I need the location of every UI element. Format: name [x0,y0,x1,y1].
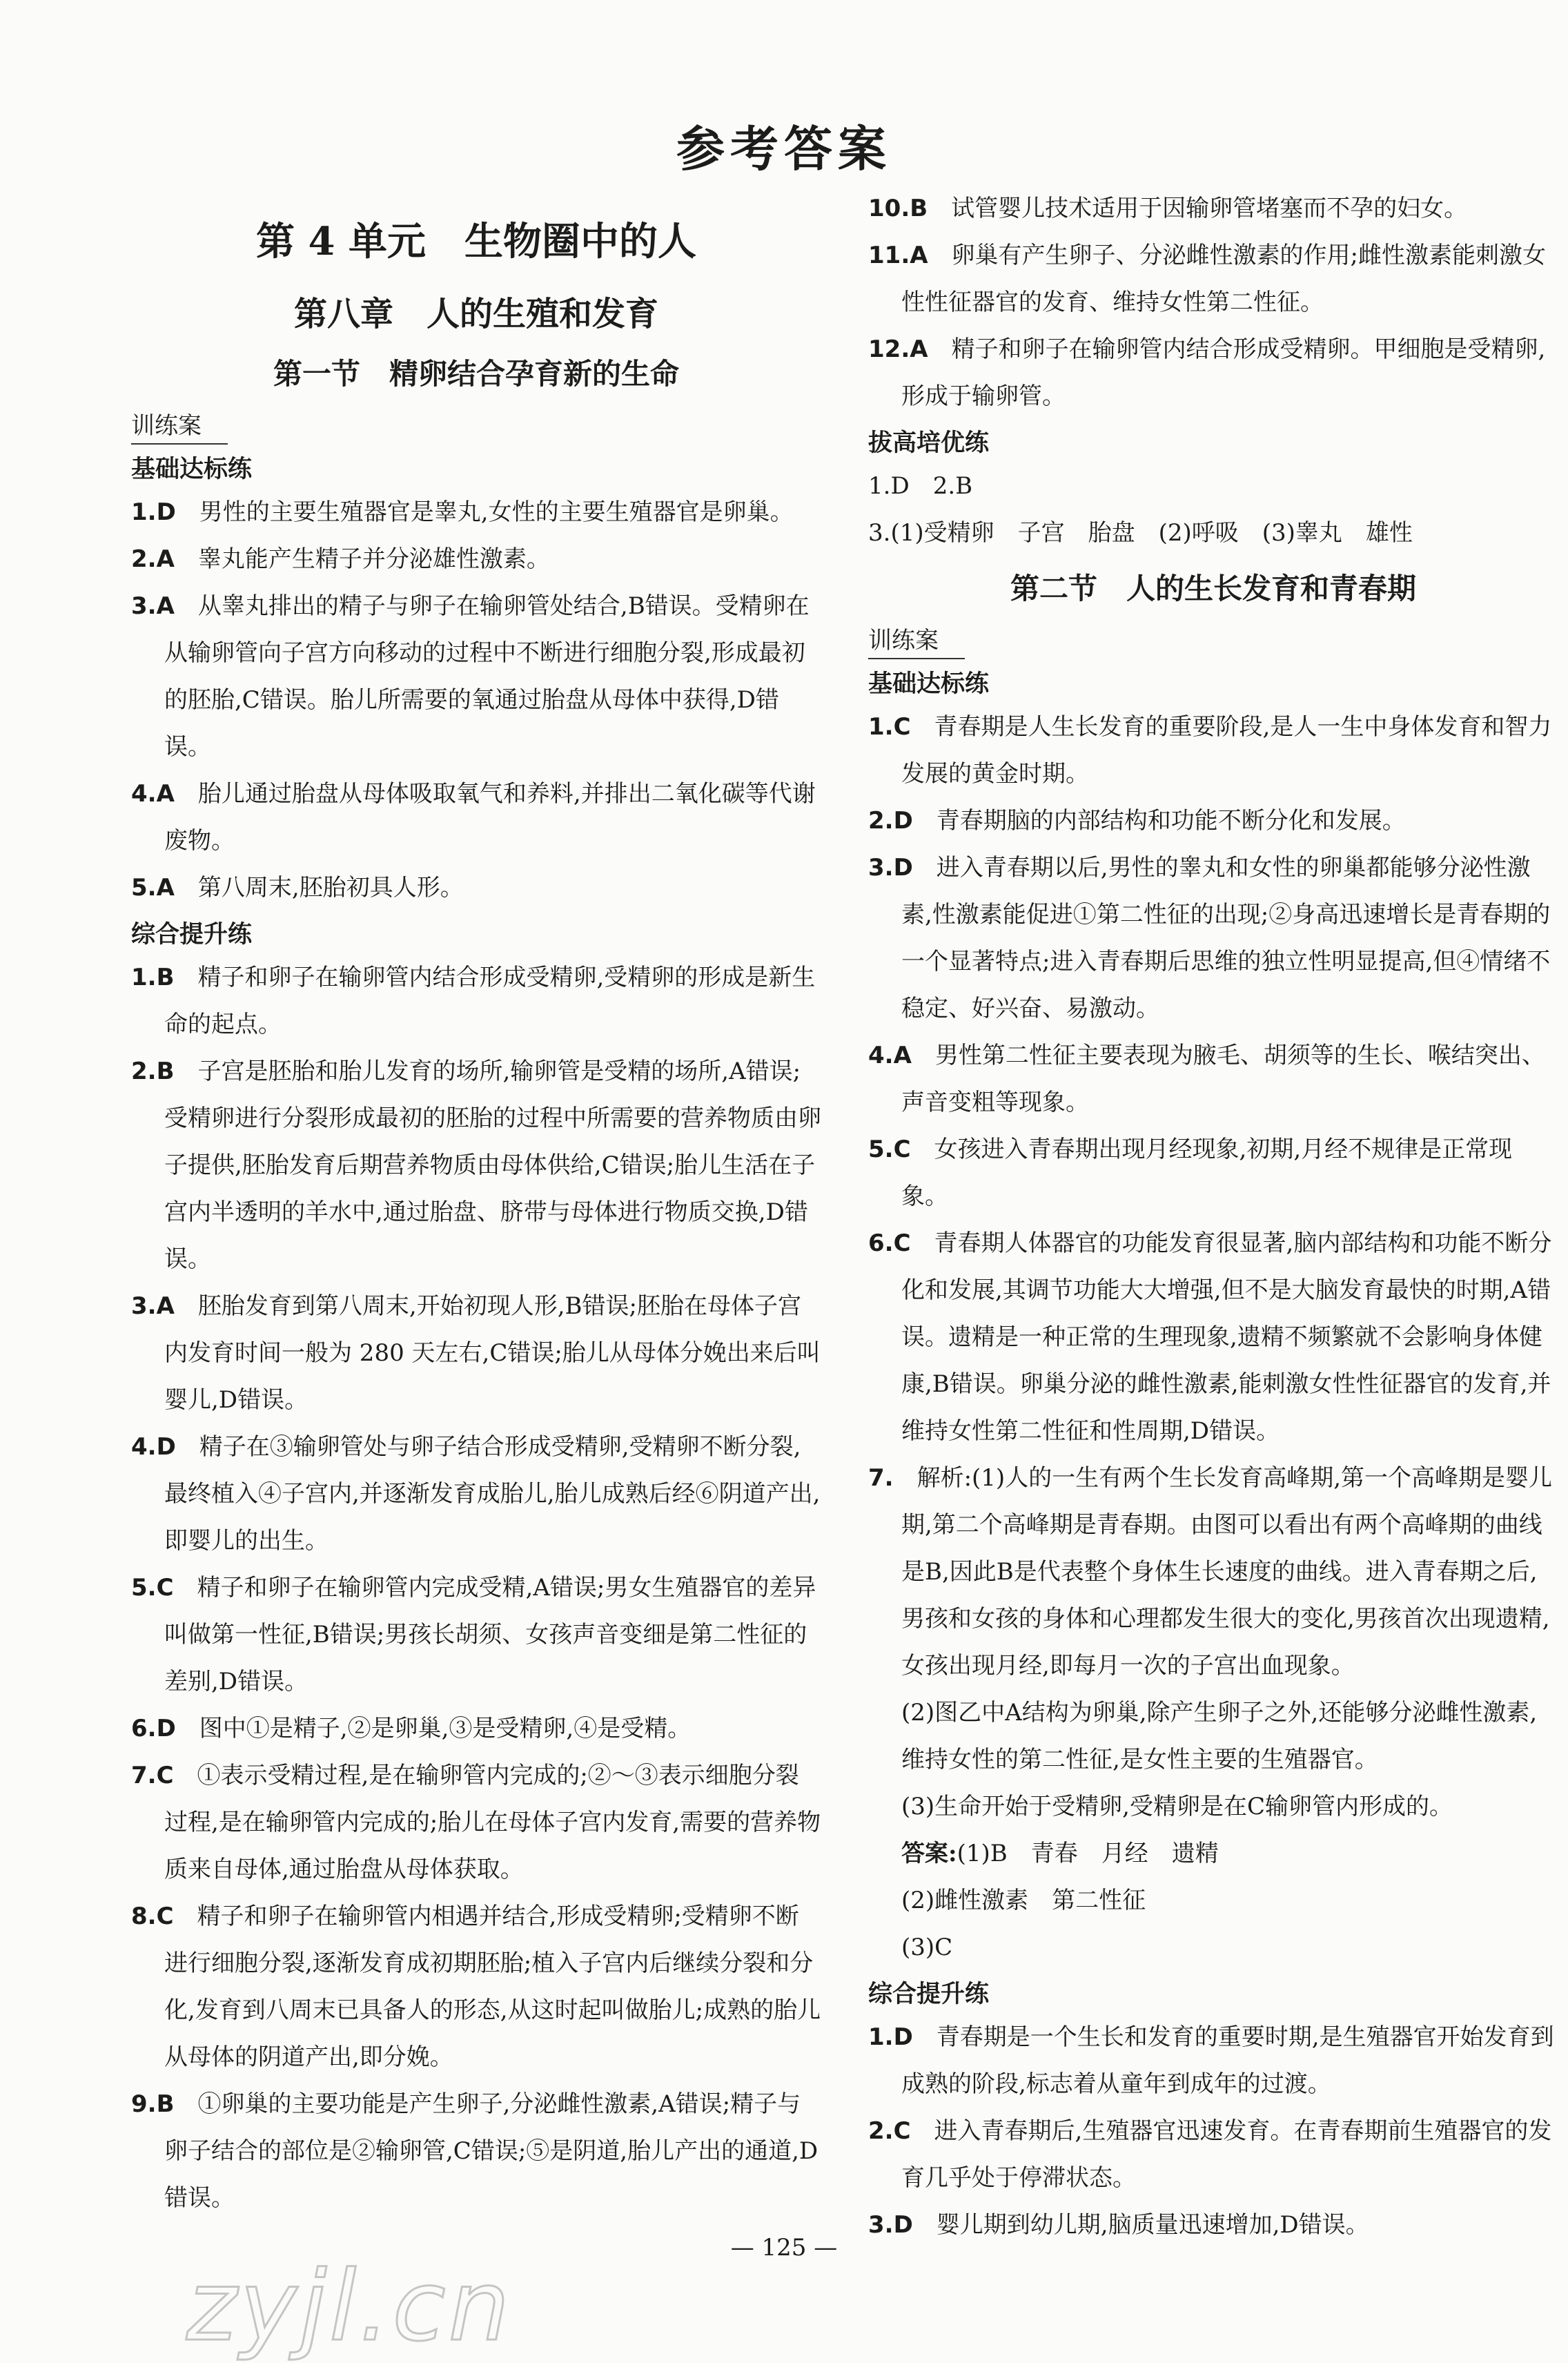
answer-text: 精子在③输卵管处与卵子结合形成受精卵,受精卵不断分裂,最终植入④子宫内,并逐渐发育成胎儿,胎儿成熟后经⑥阴道产出,即婴儿的出生。 [164,1433,821,1555]
answer-item [131,770,821,864]
advance-line-2: 3.(1)受精卵 子宫 胎盘 (2)呼吸 (3)睾丸 雄性 [868,519,1413,547]
answer-text: 青春期脑的内部结构和功能不断分化和发展。 [936,807,1406,835]
answer-number: 1.C [868,713,911,741]
answer-text: 男性第二性征主要表现为腋毛、胡须等的生长、喉结突出、声音变粗等现象。 [901,1042,1545,1116]
answer-number: 3.D [868,854,913,882]
answer-item [131,1705,821,1752]
answer-number: 2.C [868,2117,911,2145]
answer-item [131,489,821,536]
answer-number: 4.A [868,1042,912,1069]
unit-title: 第 4 单元 生物圈中的人 [256,219,696,264]
answer-number: 1.D [868,2023,913,2051]
answer-text: 青春期人体器官的功能发育很显著,脑内部结构和功能不断分化和发展,其调节功能大大增强,但不是大脑发育最快的时期,A错误。遗精是一种正常的生理现象,遗精不频繁就不会影响身体健康,B错误。卵巢分泌的雌性激素,能刺激女性性征器官的发育,并维持女性第二性征和性周期,D错误。 [901,1229,1552,1445]
answer-number: 7.C [131,1762,174,1789]
left-column [131,200,821,2221]
basic-label-2: 基础达标练 [868,670,990,698]
q7-answer-3: (3)C [901,1934,953,1961]
page-title: 参考答案 [676,120,892,177]
answer-item [131,583,821,770]
answer-text: 精子和卵子在输卵管内结合形成受精卵,受精卵的形成是新生命的起点。 [164,964,816,1038]
train-label-2: 训练案 [868,621,965,659]
section-2-title: 第二节 人的生长发育和青春期 [1010,572,1416,605]
answer-text: 睾丸能产生精子并分泌雄性激素。 [197,545,550,573]
answer-item [868,1220,1558,1455]
answer-item [868,844,1558,1032]
answer-text: ①卵巢的主要功能是产生卵子,分泌雌性激素,A错误;精子与卵子结合的部位是②输卵管,C错误;⑤是阴道,胎儿产出的通道,D错误。 [164,2090,819,2212]
answer-text: 进入青春期以后,男性的睾丸和女性的卵巢都能够分泌性激素,性激素能促进①第二性征的出现;②身高迅速增长是青春期的一个显著特点;进入青春期后思维的独立性明显提高,但④情绪不稳定、好兴奋、易激动。 [901,854,1551,1022]
answer-item [868,797,1558,844]
top-list [868,185,1558,420]
answer-number: 9.B [131,2090,175,2118]
answer-item [868,185,1558,232]
answer-number: 3.A [131,592,175,620]
basic-label: 基础达标练 [131,456,253,483]
answer-label: 答案: [901,1840,957,1867]
answer-number: 5.A [131,874,175,902]
answer-number: 5.C [131,1574,174,1602]
chapter-title: 第八章 人的生殖和发育 [293,295,658,333]
right-column [868,185,1558,2248]
answer-item [131,1752,821,1893]
answer-item [131,1564,821,1705]
answer-text: 子宫是胚胎和胎儿发育的场所,输卵管是受精的场所,A错误;受精卵进行分裂形成最初的胚胎的过程中所需要的营养物质由卵子提供,胚胎发育后期营养物质由母体供给,C错误;胎儿生活在子宫内半透明的羊水中,通过胎盘、脐带与母体进行物质交换,D错误。 [164,1058,821,1273]
answer-text: 卵巢有产生卵子、分泌雌性激素的作用;雌性激素能刺激女性性征器官的发育、维持女性第二性征。 [901,242,1547,316]
answer-number: 1.D [131,498,176,526]
answer-item [131,1893,821,2081]
answer-text: 男性的主要生殖器官是睾丸,女性的主要生殖器官是卵巢。 [199,498,794,526]
answer-text: 第八周末,胚胎初具人形。 [197,874,464,902]
answer-item [868,232,1558,326]
answer-text: 青春期是一个生长和发育的重要时期,是生殖器官开始发育到成熟的阶段,标志着从童年到成年的过渡。 [901,2023,1554,2098]
answer-text: 图中①是精子,②是卵巢,③是受精卵,④是受精。 [199,1715,692,1742]
comp-list [131,954,821,2221]
section-title: 第一节 精卵结合孕育新的生命 [273,357,679,391]
answer-number: 4.A [131,780,175,808]
answer-number: 6.C [868,1229,911,1257]
advance-label: 拔高培优练 [868,429,990,457]
answer-text: 精子和卵子在输卵管内相遇并结合,形成受精卵;受精卵不断进行细胞分裂,逐渐发育成初期胚胎;植入子宫内后继续分裂和分化,发育到八周末已具备人的形态,从这时起叫做胎儿;成熟的胎儿从母体的阴道产出,即分娩。 [164,1903,821,2071]
answer-text: 胚胎发育到第八周末,开始初现人形,B错误;胚胎在母体子宫内发育时间一般为 280 天左右,C错误;胎儿从母体分娩出来后叫婴儿,D错误。 [164,1292,821,1414]
answer-item [868,2108,1558,2201]
answer-item [131,1283,821,1423]
answer-number: 7. [868,1464,894,1492]
watermark: zyjl.cn [186,2250,513,2363]
answer-number: 10.B [868,195,928,222]
answer-text: 青春期是人生长发育的重要阶段,是人一生中身体发育和智力发展的黄金时期。 [901,713,1552,788]
answer-item [868,2014,1558,2108]
answer-number: 4.D [131,1433,176,1461]
answer-item [868,326,1558,420]
answer-text: 胎儿通过胎盘从母体吸取氧气和养料,并排出二氧化碳等代谢废物。 [164,780,816,855]
answer-item [131,1048,821,1283]
answer-text: 从睾丸排出的精子与卵子在输卵管处结合,B错误。受精卵在从输卵管向子宫方向移动的过程中不断进行细胞分裂,形成最初的胚胎,C错误。胎儿所需要的氧通过胎盘从母体中获得,D错误。 [164,592,810,761]
basic-list-2 [868,703,1558,1689]
answer-text: ①表示受精过程,是在输卵管内完成的;②～③表示细胞分裂过程,是在输卵管内完成的;胎儿在母体子宫内发育,需要的营养物质来自母体,通过胎盘从母体获取。 [164,1762,821,1883]
answer-text: 精子和卵子在输卵管内结合形成受精卵。甲细胞是受精卵,形成于输卵管。 [901,336,1546,410]
answer-text: 精子和卵子在输卵管内完成受精,A错误;男女生殖器官的差异叫做第一性征,B错误;男孩长胡须、女孩声音变细是第二性征的差别,D错误。 [164,1574,816,1695]
answer-number: 3.A [131,1292,175,1320]
answer-number: 2.D [868,807,913,835]
answer-number: 5.C [868,1136,911,1163]
answer-item [131,536,821,583]
comp-list-2 [868,2014,1558,2248]
comp-label: 综合提升练 [131,921,253,949]
q7-part-2: (2)图乙中A结构为卵巢,除产生卵子之外,还能够分泌雌性激素,维持女性的第二性征,是女性主要的生殖器官。 [901,1699,1538,1773]
answer-number: 2.A [131,545,175,573]
answer-number: 11.A [868,242,928,269]
comp-label-2: 综合提升练 [868,1981,990,2008]
answer-1: (1)B 青春 月经 遗精 [957,1840,1219,1867]
answer-item [868,1032,1558,1126]
answer-item [868,703,1558,797]
answer-number: 12.A [868,336,928,363]
answer-text: 试管婴儿技术适用于因输卵管堵塞而不孕的妇女。 [951,195,1468,222]
q7-answer-2: (2)雌性激素 第二性征 [901,1887,1146,1914]
answer-item [131,2081,821,2221]
answer-number: 1.B [131,964,175,991]
answer-text: 婴儿期到幼儿期,脑质量迅速增加,D错误。 [936,2211,1369,2239]
answer-number: 6.D [131,1715,176,1742]
answer-text: 解析:(1)人的一生有两个生长发育高峰期,第一个高峰期是婴儿期,第二个高峰期是青春期。由图可以看出有两个高峰期的曲线是B,因此B是代表整个身体生长速度的曲线。进入青春期之后,男孩和女孩的身体和心理都发生很大的变化,男孩首次出现遗精,女孩出现月经,即每月一次的子宫出血现象。 [901,1464,1553,1680]
answer-number: 8.C [131,1903,174,1930]
answer-item [131,864,821,911]
q7-answer-1 [868,1830,1558,1877]
q7-part-3: (3)生命开始于受精卵,受精卵是在C输卵管内形成的。 [901,1793,1453,1820]
page-number: — 125 — [730,2234,838,2262]
answer-text: 进入青春期后,生殖器官迅速发育。在青春期前生殖器官的发育几乎处于停滞状态。 [901,2117,1552,2192]
answer-item [868,1126,1558,1220]
basic-list [131,489,821,911]
answer-item [868,1455,1558,1689]
answer-item [131,954,821,1048]
answer-item [131,1423,821,1564]
answer-number: 3.D [868,2211,913,2239]
answer-text: 女孩进入青春期出现月经现象,初期,月经不规律是正常现象。 [901,1136,1513,1210]
answer-number: 2.B [131,1058,175,1085]
train-label: 训练案 [131,407,228,445]
advance-line-1: 1.D 2.B [868,472,973,500]
